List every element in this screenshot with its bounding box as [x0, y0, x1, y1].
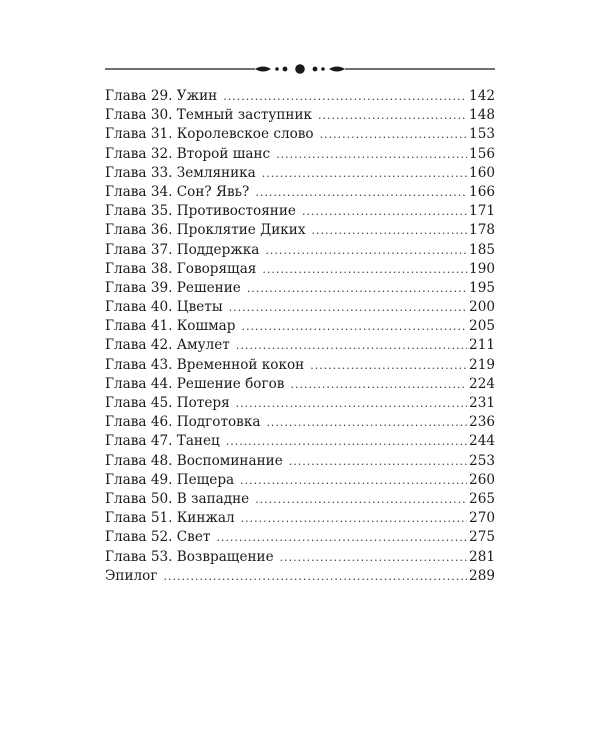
toc-entry-title: Глава 44. Решение богов: [105, 375, 285, 392]
toc-entry: [105, 528, 495, 547]
toc-entry-title: Глава 42. Амулет: [105, 337, 230, 354]
toc-entry-page-number: 178: [469, 222, 495, 239]
toc-entry: [105, 509, 495, 528]
toc-entry-page-number: 148: [469, 107, 495, 124]
toc-entry: [105, 432, 495, 451]
decorative-divider-icon: [105, 62, 495, 76]
toc-dot-leader: [229, 298, 467, 317]
toc-entry-title: Глава 47. Танец: [105, 433, 220, 450]
toc-dot-leader: [255, 183, 467, 202]
toc-dot-leader: [302, 202, 467, 221]
toc-entry-page-number: 190: [469, 260, 495, 277]
toc-entry-page-number: 195: [469, 279, 495, 296]
toc-entry-page-number: 265: [469, 490, 495, 507]
toc-entry-page-number: 142: [469, 88, 495, 104]
toc-dot-leader: [280, 548, 467, 567]
toc-entry-title: Глава 33. Земляника: [105, 164, 256, 181]
toc-entry-page-number: 200: [469, 299, 495, 316]
toc-dot-leader: [240, 471, 467, 490]
toc-entry-title: Глава 52. Свет: [105, 529, 211, 546]
toc-entry: [105, 471, 495, 490]
toc-entry: [105, 221, 495, 240]
toc-dot-leader: [236, 336, 467, 355]
toc-dot-leader: [216, 528, 467, 547]
toc-dot-leader: [241, 317, 467, 336]
toc-entry-page-number: 231: [469, 395, 495, 411]
toc-entry-title: Глава 30. Темный заступник: [105, 107, 313, 124]
toc-entry: [105, 567, 495, 586]
toc-entry: [105, 125, 495, 144]
toc-entry-title: Глава 46. Подготовка: [105, 414, 261, 431]
toc-entry-title: Глава 48. Воспоминание: [105, 452, 283, 469]
toc-dot-leader: [310, 356, 467, 375]
toc-dot-leader: [266, 413, 467, 432]
toc-entry-title: Глава 38. Говорящая: [105, 260, 257, 277]
toc-entry: [105, 375, 495, 394]
toc-entry-title: Глава 32. Второй шанс: [105, 145, 271, 162]
toc-dot-leader: [262, 260, 467, 279]
toc-entry-page-number: 171: [469, 203, 495, 220]
toc-entry-title: Эпилог: [105, 567, 158, 584]
toc-dot-leader: [241, 509, 467, 528]
toc-entry-page-number: 281: [469, 548, 495, 565]
toc-entry-page-number: 211: [469, 337, 495, 354]
toc-entry: [105, 106, 495, 125]
toc-entry-page-number: 244: [469, 433, 495, 450]
toc-entry-page-number: 275: [469, 529, 495, 546]
toc-entry: [105, 298, 495, 317]
toc-dot-leader: [276, 145, 467, 164]
toc-entry-title: Глава 43. Временной кокон: [105, 356, 305, 373]
toc-entry-title: Глава 34. Сон? Явь?: [105, 183, 250, 200]
table-of-contents: [105, 87, 495, 586]
toc-entry-title: Глава 45. Потеря: [105, 395, 230, 411]
toc-dot-leader: [226, 432, 467, 451]
toc-entry: [105, 145, 495, 164]
toc-entry: [105, 394, 495, 413]
toc-entry-page-number: 156: [469, 145, 495, 162]
toc-entry-title: Глава 50. В западне: [105, 490, 250, 507]
toc-entry: [105, 241, 495, 260]
toc-entry-page-number: 236: [469, 414, 495, 431]
toc-entry: [105, 413, 495, 432]
toc-dot-leader: [320, 125, 467, 144]
toc-entry-page-number: 153: [469, 126, 495, 143]
toc-entry: [105, 490, 495, 509]
toc-entry: [105, 260, 495, 279]
toc-dot-leader: [265, 241, 467, 260]
toc-entry-page-number: 160: [469, 164, 495, 181]
toc-dot-leader: [290, 375, 467, 394]
toc-dot-leader: [289, 452, 467, 471]
toc-entry: [105, 87, 495, 106]
toc-entry: [105, 317, 495, 336]
toc-entry: [105, 336, 495, 355]
toc-entry-title: Глава 37. Поддержка: [105, 241, 260, 258]
toc-entry: [105, 279, 495, 298]
toc-dot-leader: [163, 567, 467, 586]
toc-dot-leader: [247, 279, 467, 298]
toc-entry: [105, 548, 495, 567]
toc-entry-page-number: 166: [469, 183, 495, 200]
toc-entry-page-number: 205: [469, 318, 495, 335]
toc-entry-title: Глава 29. Ужин: [105, 88, 218, 104]
toc-entry-title: Глава 31. Королевское слово: [105, 126, 314, 143]
toc-entry-title: Глава 53. Возвращение: [105, 548, 274, 565]
toc-entry-page-number: 289: [469, 567, 495, 584]
toc-dot-leader: [236, 394, 467, 413]
toc-entry-title: Глава 36. Проклятие Диких: [105, 222, 306, 239]
toc-dot-leader: [255, 490, 467, 509]
toc-dot-leader: [312, 221, 468, 240]
toc-entry-page-number: 219: [469, 356, 495, 373]
toc-entry: [105, 164, 495, 183]
toc-entry: [105, 356, 495, 375]
toc-entry: [105, 183, 495, 202]
toc-entry-title: Глава 51. Кинжал: [105, 510, 235, 527]
toc-dot-leader: [262, 164, 467, 183]
toc-entry-title: Глава 49. Пещера: [105, 471, 235, 488]
toc-entry-page-number: 253: [469, 452, 495, 469]
toc-entry-page-number: 260: [469, 471, 495, 488]
toc-entry-page-number: 270: [469, 510, 495, 527]
toc-entry-title: Глава 35. Противостояние: [105, 203, 296, 220]
toc-entry: [105, 202, 495, 221]
toc-entry-title: Глава 40. Цветы: [105, 299, 223, 316]
toc-dot-leader: [223, 87, 467, 106]
toc-entry-page-number: 185: [469, 241, 495, 258]
toc-entry: [105, 452, 495, 471]
toc-entry-page-number: 224: [469, 375, 495, 392]
toc-entry-title: Глава 41. Кошмар: [105, 318, 236, 335]
toc-entry-title: Глава 39. Решение: [105, 279, 241, 296]
toc-dot-leader: [318, 106, 467, 125]
